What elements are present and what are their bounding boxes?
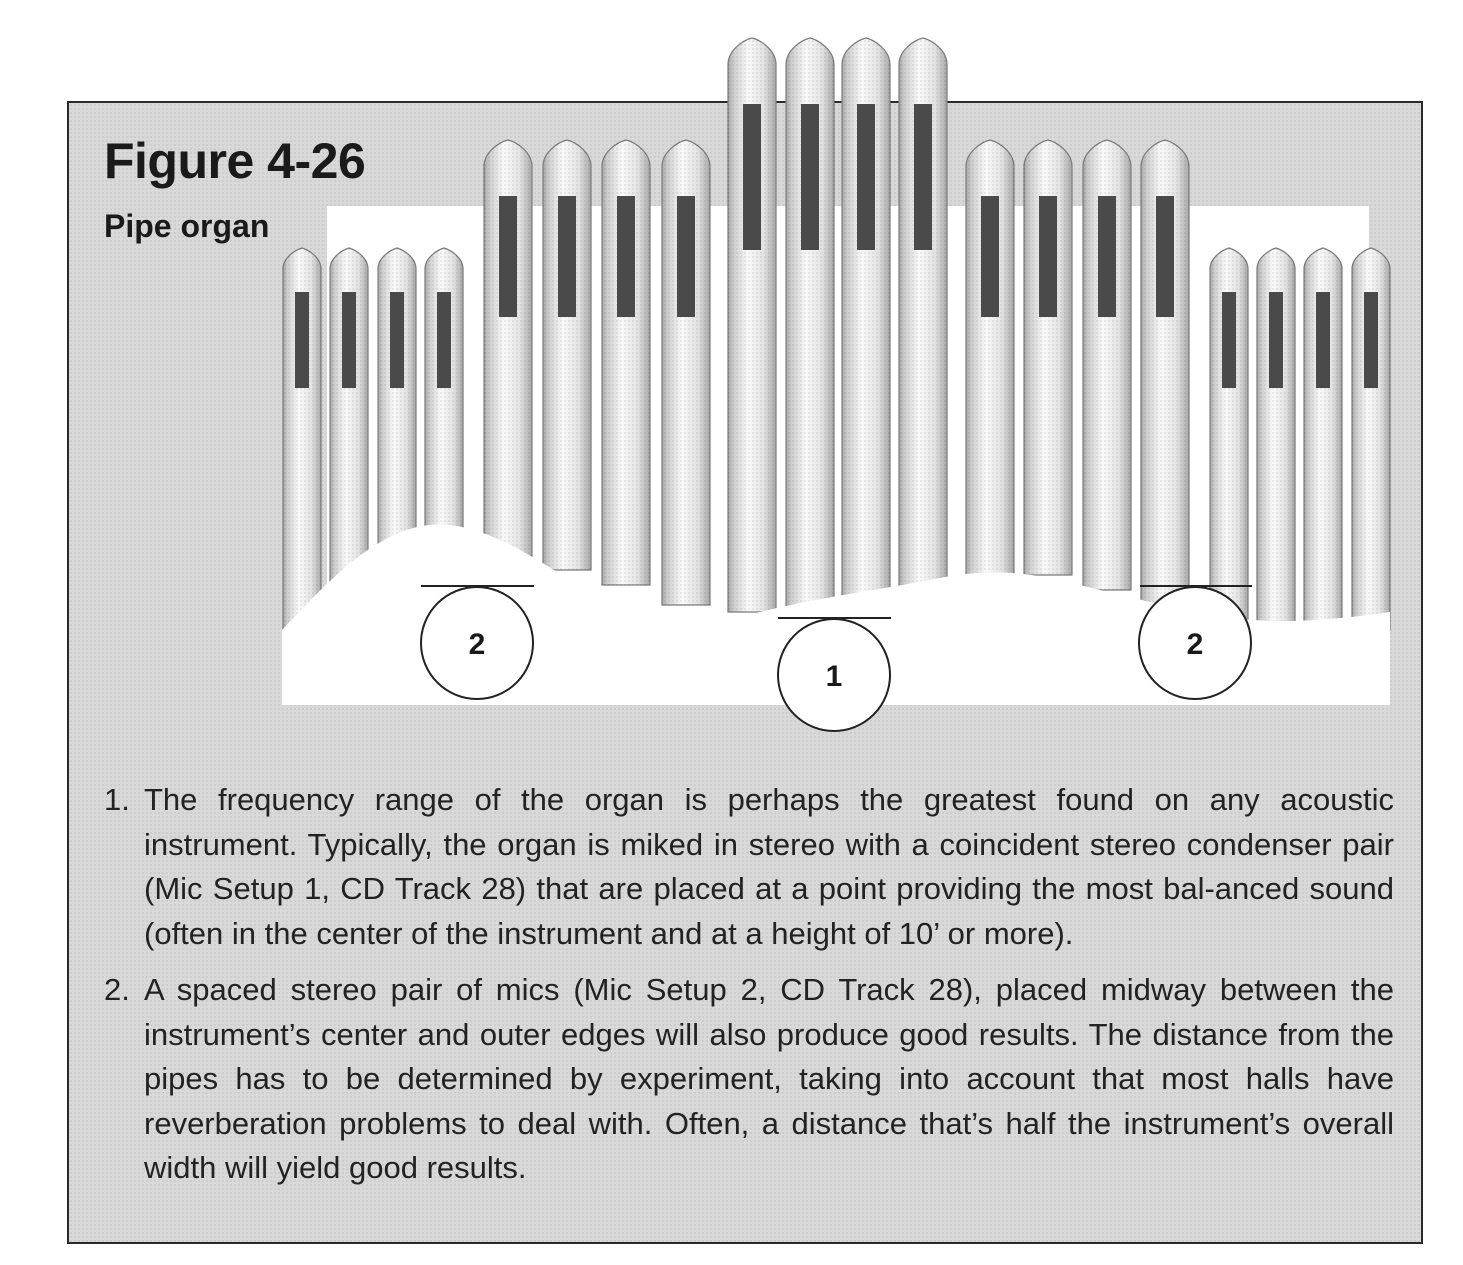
pipe-mouth <box>743 104 761 250</box>
figure-title: Figure 4-26 <box>104 133 366 189</box>
pipe-mouth <box>295 292 309 388</box>
organ-pipe <box>842 38 890 612</box>
pipe-mouth <box>617 196 635 317</box>
note-text: The frequency range of the organ is perhaps the greatest found on any acoustic instrument. Typically, the organ is miked in stereo with a coincident stereo condenser pair (Mic Setup 1, CD Track 28) that are placed at a point providing the most bal-anced sound (often in the center of the instrument and at a height of 10’ or more). <box>144 782 1394 951</box>
mic-marker <box>778 618 891 731</box>
mic-label: 1 <box>825 660 843 693</box>
organ-pipe <box>966 140 1014 580</box>
pipe-mouth <box>437 292 451 388</box>
note-text: A spaced stereo pair of mics (Mic Setup 2, CD Track 28), placed midway between the instrument’s center and outer edges will also produce good results. The distance from the pipes has to be determined by experiment, taking into account that most halls have reverberation problems to deal with. Often, a distance that’s half the instrument’s overall width will yield good results. <box>144 972 1394 1185</box>
organ-pipe <box>484 140 532 556</box>
figure-subtitle: Pipe organ <box>104 208 270 244</box>
pipe-mouth <box>1364 292 1378 388</box>
pipe-mouth <box>1039 196 1057 317</box>
pipe-mouth <box>1316 292 1330 388</box>
organ-pipe <box>1083 140 1131 590</box>
note-number: 1. <box>104 782 130 817</box>
organ-pipe <box>1257 248 1295 642</box>
mic-label: 2 <box>468 628 486 661</box>
pipe-mouth <box>390 292 404 388</box>
pipe-mouth <box>801 104 819 250</box>
pipe-mouth <box>677 196 695 317</box>
mic-label: 2 <box>1186 628 1204 661</box>
pipe-mouth <box>857 104 875 250</box>
organ-pipe <box>283 248 321 630</box>
organ-pipe <box>543 140 591 570</box>
organ-pipe <box>899 38 947 612</box>
pipe-mouth <box>1156 196 1174 317</box>
pipe-mouth <box>1098 196 1116 317</box>
organ-pipe <box>1352 248 1390 630</box>
note-number: 2. <box>104 972 130 1007</box>
pipe-mouth <box>499 196 517 317</box>
note-item <box>104 778 1394 956</box>
pipe-mouth <box>558 196 576 317</box>
organ-pipe <box>1141 140 1189 606</box>
pipe-mouth <box>1222 292 1236 388</box>
pipe-mouth <box>914 104 932 250</box>
organ-pipe <box>728 38 776 612</box>
mic-marker <box>1139 586 1252 699</box>
pipe-mouth <box>981 196 999 317</box>
organ-pipe <box>1024 140 1072 575</box>
organ-pipe <box>1210 248 1248 630</box>
pipe-mouth <box>342 292 356 388</box>
organ-pipe <box>786 38 834 612</box>
organ-pipe <box>602 140 650 585</box>
organ-pipe <box>662 140 710 605</box>
pipe-mouth <box>1269 292 1283 388</box>
note-item <box>104 968 1394 1191</box>
organ-pipe <box>1304 248 1342 642</box>
mic-marker <box>421 586 534 699</box>
